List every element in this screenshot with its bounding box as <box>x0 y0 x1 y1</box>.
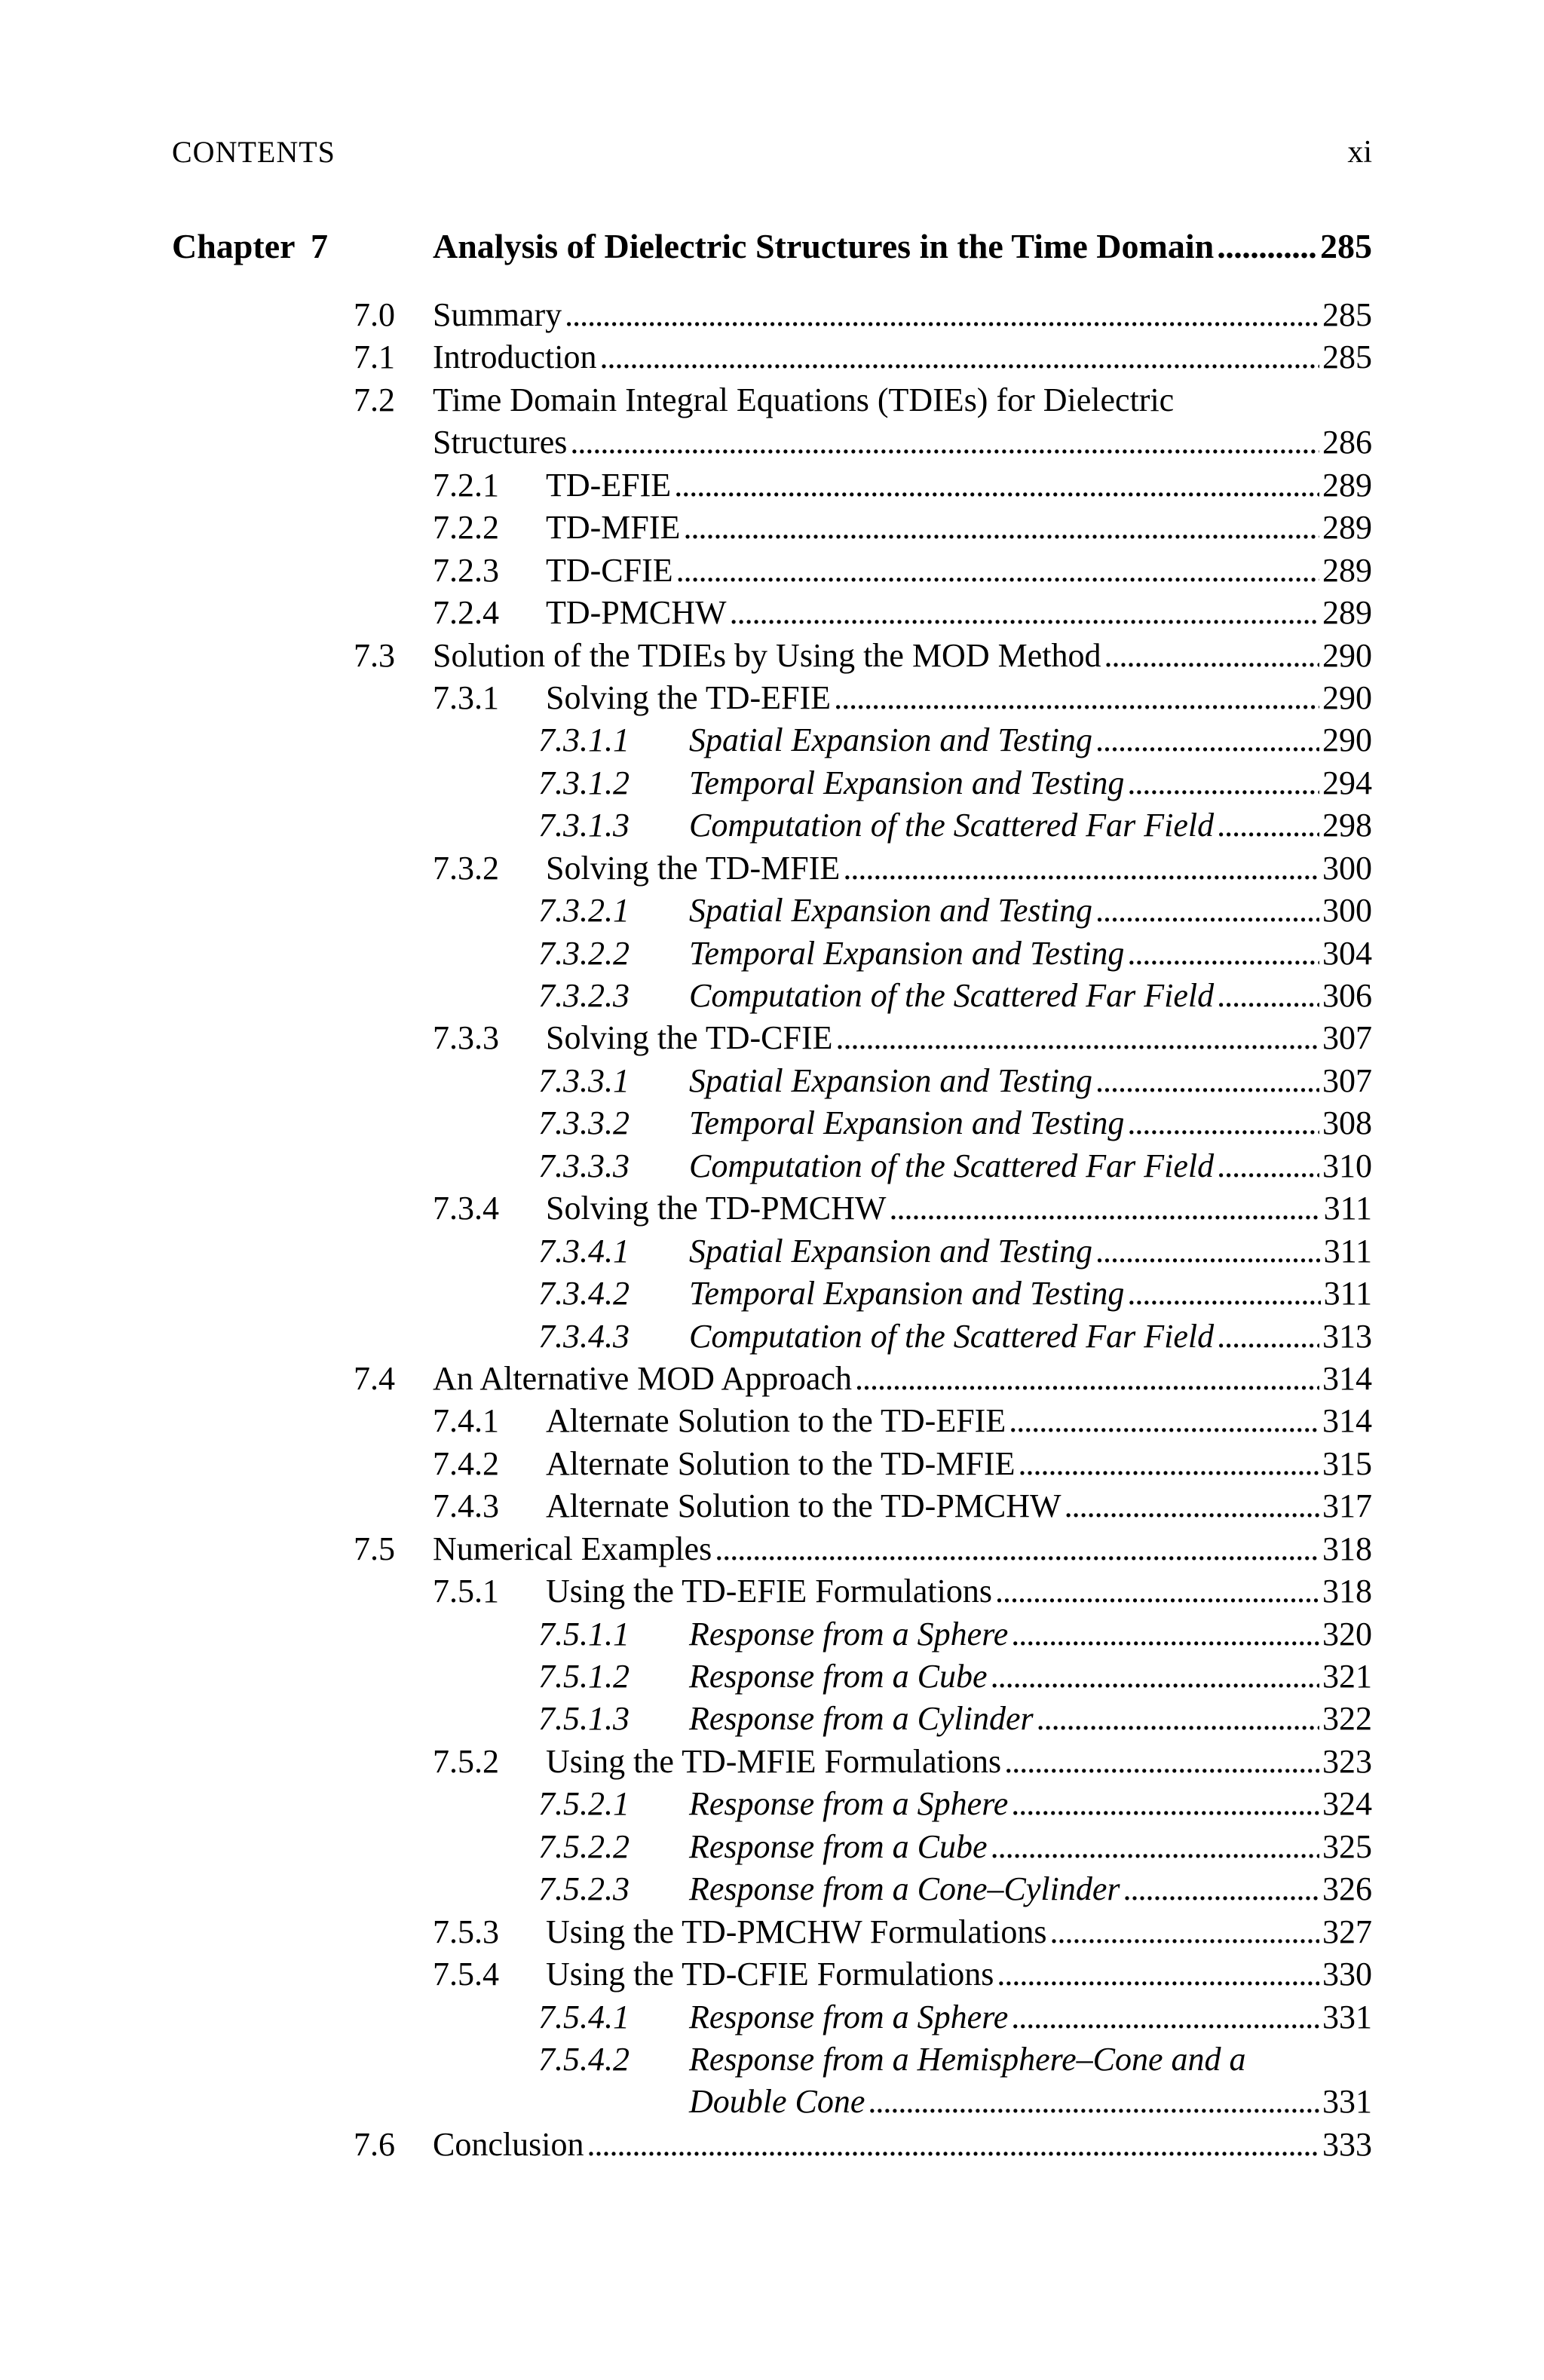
toc-title: Spatial Expansion and Testing <box>689 892 1092 930</box>
toc-title: Response from a Hemisphere–Cone and a <box>689 2040 1246 2078</box>
toc-title: Response from a Sphere <box>689 1785 1009 1823</box>
toc-section-number: 7.3.4 <box>433 1190 499 1227</box>
toc-section-number: 7.5.4.2 <box>538 2040 630 2078</box>
toc-section-number: 7.5 <box>354 1530 395 1567</box>
chapter-number: 7 <box>311 227 328 265</box>
dot-leader <box>1217 804 1319 847</box>
toc-entry <box>0 336 1544 378</box>
toc-entry <box>0 1017 1544 1059</box>
toc-title: Response from a Cone–Cylinder <box>689 1870 1120 1908</box>
toc-section-number: 7.3.3.1 <box>538 1061 630 1099</box>
toc-page-number: 318 <box>1322 1530 1372 1567</box>
toc-entry <box>0 1443 1544 1485</box>
toc-title: Spatial Expansion and Testing <box>689 721 1092 759</box>
toc-title: Response from a Cube <box>689 1827 988 1865</box>
toc-section-number: 7.3.3 <box>433 1019 499 1057</box>
dot-leader <box>1217 226 1317 266</box>
dot-leader <box>1009 1400 1319 1442</box>
toc-page-number: 298 <box>1322 807 1372 844</box>
toc-section-number: 7.3.3.2 <box>538 1104 630 1142</box>
toc-title: TD-EFIE <box>546 466 672 504</box>
toc-page-number: 311 <box>1323 1275 1372 1313</box>
toc-title: Solving the TD-EFIE <box>546 678 832 716</box>
toc-section-number: 7.3 <box>354 636 395 674</box>
toc-section-number: 7.1 <box>354 338 395 376</box>
toc-entry-line <box>433 294 1372 336</box>
dot-leader <box>1127 1102 1319 1144</box>
dot-leader <box>1127 933 1319 975</box>
toc-page-number: 300 <box>1322 849 1372 887</box>
toc-section-number: 7.6 <box>354 2125 395 2163</box>
toc-entry <box>0 933 1544 975</box>
toc-section-number: 7.3.4.1 <box>538 1232 630 1270</box>
toc-entry-line <box>689 975 1372 1017</box>
toc-entry-line <box>689 1613 1372 1656</box>
toc-title: Computation of the Scattered Far Field <box>689 977 1215 1014</box>
toc-page-number: 321 <box>1322 1658 1372 1695</box>
toc-section-number: 7.5.1.3 <box>538 1700 630 1738</box>
toc-entry-line <box>689 1060 1372 1102</box>
running-head <box>172 134 1372 179</box>
toc-page-number: 325 <box>1322 1827 1372 1865</box>
toc-entry <box>0 1060 1544 1102</box>
toc-page-number: 331 <box>1322 1998 1372 2035</box>
dot-leader <box>836 1017 1319 1059</box>
toc-entry <box>0 550 1544 592</box>
dot-leader <box>1004 1741 1319 1783</box>
dot-leader <box>674 464 1319 507</box>
toc-title: TD-PMCHW <box>546 594 727 632</box>
toc-entry <box>0 2038 1544 2081</box>
toc-title: Computation of the Scattered Far Field <box>689 1317 1215 1355</box>
toc-page-number: 322 <box>1322 1700 1372 1738</box>
dot-leader <box>1095 890 1319 932</box>
toc-entry-line <box>689 1316 1372 1358</box>
toc-title: Summary <box>433 296 562 333</box>
toc-title: Using the TD-CFIE Formulations <box>546 1956 994 1993</box>
toc-entry <box>0 1996 1544 2038</box>
toc-title: Numerical Examples <box>433 1530 712 1567</box>
toc-page-number: 327 <box>1322 1913 1372 1950</box>
page-number: xi <box>1347 135 1372 170</box>
toc-title: Alternate Solution to the TD-MFIE <box>546 1444 1016 1482</box>
toc-page-number: 285 <box>1322 338 1372 376</box>
toc-entry-line <box>433 1528 1372 1570</box>
toc-section-number: 7.5.1.2 <box>538 1658 630 1695</box>
dot-leader <box>587 2124 1319 2166</box>
toc-section-number: 7.4.3 <box>433 1487 499 1525</box>
toc-title: Temporal Expansion and Testing <box>689 1275 1125 1313</box>
toc-section-number: 7.4.1 <box>433 1402 499 1440</box>
dot-leader <box>1095 719 1319 761</box>
dot-leader <box>1050 1911 1319 1953</box>
toc-title: Temporal Expansion and Testing <box>689 934 1125 972</box>
chapter-heading <box>172 226 1372 279</box>
toc-section-number: 7.3.4.3 <box>538 1317 630 1355</box>
toc-entry-line <box>689 1783 1372 1825</box>
toc-entry-line <box>546 1953 1372 1996</box>
toc-title: Solving the TD-MFIE <box>546 849 841 887</box>
toc-section-number: 7.3.2 <box>433 849 499 887</box>
toc-entry <box>0 1911 1544 1953</box>
dot-leader <box>1011 1783 1319 1825</box>
toc-entry-line <box>433 1358 1372 1400</box>
toc-title: Structures <box>433 424 568 461</box>
toc-title: Solution of the TDIEs by Using the MOD Method <box>433 636 1101 674</box>
toc-page-number: 306 <box>1322 977 1372 1014</box>
dot-leader <box>1217 1316 1319 1358</box>
toc-entry <box>0 2124 1544 2166</box>
dot-leader <box>1018 1443 1319 1485</box>
toc-section-number: 7.3.2.1 <box>538 892 630 930</box>
toc-page-number: 307 <box>1322 1061 1372 1099</box>
toc-page-number: 289 <box>1322 466 1372 504</box>
toc-section-number: 7.5.2.2 <box>538 1827 630 1865</box>
toc-title: Alternate Solution to the TD-EFIE <box>546 1402 1006 1440</box>
toc-entry <box>0 847 1544 890</box>
toc-entry-line <box>689 804 1372 847</box>
toc-entry <box>0 635 1544 677</box>
toc-entry-line <box>689 2038 1372 2081</box>
toc-title: Time Domain Integral Equations (TDIEs) for Dielectric <box>433 381 1175 418</box>
dot-leader <box>570 421 1319 464</box>
toc-section-number: 7.2 <box>354 381 395 418</box>
toc-entry <box>0 1316 1544 1358</box>
toc-section-number: 7.5.4 <box>433 1956 499 1993</box>
toc-page-number: 285 <box>1322 296 1372 333</box>
toc-entry <box>0 677 1544 719</box>
toc-entry-line <box>546 550 1372 592</box>
toc-entry-line <box>546 1400 1372 1442</box>
toc-title: TD-CFIE <box>546 551 673 589</box>
toc-page-number: 324 <box>1322 1785 1372 1823</box>
toc-entry-line <box>546 1187 1372 1230</box>
toc-entry-line <box>689 1656 1372 1698</box>
toc-title: Conclusion <box>433 2125 584 2163</box>
toc-title: TD-MFIE <box>546 509 681 547</box>
toc-title: Solving the TD-PMCHW <box>546 1190 887 1227</box>
toc-section-number: 7.3.1.2 <box>538 764 630 801</box>
toc-section-number: 7.2.2 <box>433 509 499 547</box>
toc-entry <box>0 1485 1544 1527</box>
toc-entry-line <box>433 336 1372 378</box>
toc-page-number: 317 <box>1322 1487 1372 1525</box>
toc-page-number: 290 <box>1322 636 1372 674</box>
toc-entry <box>0 2081 1544 2123</box>
toc-page-number: 300 <box>1322 892 1372 930</box>
toc-entry-line <box>546 1741 1372 1783</box>
dot-leader <box>843 847 1319 890</box>
toc-entry-line <box>546 1443 1372 1485</box>
chapter-entry <box>433 226 1372 266</box>
toc-page-number: 310 <box>1322 1147 1372 1184</box>
toc-entry-line <box>689 1230 1372 1273</box>
dot-leader <box>676 550 1319 592</box>
toc-title: Response from a Cube <box>689 1658 988 1695</box>
toc-entry <box>0 1656 1544 1698</box>
dot-leader <box>1095 1230 1321 1273</box>
toc-page-number: 311 <box>1323 1190 1372 1227</box>
toc-page-number: 333 <box>1322 2125 1372 2163</box>
toc-entry <box>0 1230 1544 1273</box>
toc-entry-line <box>546 1485 1372 1527</box>
dot-leader <box>855 1358 1319 1400</box>
toc-title: Using the TD-MFIE Formulations <box>546 1742 1002 1780</box>
toc-page-number: 308 <box>1322 1104 1372 1142</box>
dot-leader <box>730 592 1319 634</box>
toc-title: Temporal Expansion and Testing <box>689 764 1125 801</box>
toc-title: Alternate Solution to the TD-PMCHW <box>546 1487 1062 1525</box>
toc-page-number: 313 <box>1322 1317 1372 1355</box>
toc-title: Response from a Sphere <box>689 1998 1009 2035</box>
toc-section-number: 7.0 <box>354 296 395 333</box>
toc-entry-line <box>546 507 1372 549</box>
toc-entry <box>0 1102 1544 1144</box>
dot-leader <box>1217 975 1319 1017</box>
toc-title: Spatial Expansion and Testing <box>689 1061 1092 1099</box>
toc-entry <box>0 1400 1544 1442</box>
toc-section-number: 7.2.4 <box>433 594 499 632</box>
toc-section-number: 7.3.1 <box>433 678 499 716</box>
toc-entry <box>0 1145 1544 1187</box>
toc-section-number: 7.3.4.2 <box>538 1275 630 1313</box>
toc-entry <box>0 294 1544 336</box>
toc-entry <box>0 890 1544 932</box>
toc-entry <box>0 762 1544 804</box>
toc-entry-line <box>433 379 1372 421</box>
toc-section-number: 7.5.2.3 <box>538 1870 630 1908</box>
toc-page-number: 330 <box>1322 1956 1372 1993</box>
dot-leader <box>565 294 1319 336</box>
toc-entry-line <box>689 1273 1372 1315</box>
toc-section-number: 7.2.3 <box>433 551 499 589</box>
toc-entry-line <box>546 464 1372 507</box>
toc-entry-line <box>689 1996 1372 2038</box>
toc-title: Spatial Expansion and Testing <box>689 1232 1092 1270</box>
toc-page-number: 307 <box>1322 1019 1372 1057</box>
toc-section-number: 7.4.2 <box>433 1444 499 1482</box>
toc-entry-line <box>546 1570 1372 1613</box>
toc-entry <box>0 1868 1544 1910</box>
dot-leader <box>995 1570 1319 1613</box>
toc-entry <box>0 507 1544 549</box>
toc-section-number: 7.3.3.3 <box>538 1147 630 1184</box>
toc-title: Response from a Sphere <box>689 1615 1009 1653</box>
dot-leader <box>1104 635 1320 677</box>
toc-entry-line <box>546 677 1372 719</box>
toc-title: Computation of the Scattered Far Field <box>689 1147 1215 1184</box>
toc-page-number: 290 <box>1322 678 1372 716</box>
dot-leader <box>997 1953 1319 1996</box>
toc-entry <box>0 464 1544 507</box>
toc-entry <box>0 421 1544 464</box>
toc-entry <box>0 1570 1544 1613</box>
toc-entry-line <box>689 890 1372 932</box>
toc-title: Introduction <box>433 338 597 376</box>
dot-leader <box>868 2081 1319 2123</box>
toc-section-number: 7.3.2.3 <box>538 977 630 1014</box>
toc-entry-line <box>689 933 1372 975</box>
toc-page-number: 318 <box>1322 1573 1372 1610</box>
chapter-title: Analysis of Dielectric Structures in the Time Domain <box>433 227 1215 265</box>
toc-entry-line <box>433 2124 1372 2166</box>
toc-entry-line <box>546 1017 1372 1059</box>
chapter-page: 285 <box>1320 227 1372 265</box>
toc-section-number: 7.5.2 <box>433 1742 499 1780</box>
toc-entry-line <box>689 1102 1372 1144</box>
dot-leader <box>1011 1996 1319 2038</box>
toc-entry-line <box>546 847 1372 890</box>
toc-entry <box>0 719 1544 761</box>
toc-entry <box>0 1741 1544 1783</box>
dot-leader <box>1011 1613 1319 1656</box>
toc-entry <box>0 1187 1544 1230</box>
toc-page-number: 320 <box>1322 1615 1372 1653</box>
toc-page-number: 311 <box>1323 1232 1372 1270</box>
toc-entry <box>0 1783 1544 1825</box>
dot-leader <box>600 336 1319 378</box>
toc-page-number: 315 <box>1322 1444 1372 1482</box>
toc-page-number: 294 <box>1322 764 1372 801</box>
toc-entry <box>0 1273 1544 1315</box>
toc-entry <box>0 592 1544 634</box>
dot-leader <box>715 1528 1319 1570</box>
toc-section-number: 7.3.2.2 <box>538 934 630 972</box>
toc-page-number: 314 <box>1322 1402 1372 1440</box>
toc-page-number: 314 <box>1322 1359 1372 1397</box>
toc-section-number: 7.4 <box>354 1359 395 1397</box>
table-of-contents <box>0 294 1544 2166</box>
toc-entry <box>0 1826 1544 1868</box>
toc-entry <box>0 1953 1544 1996</box>
toc-title: Computation of the Scattered Far Field <box>689 807 1215 844</box>
toc-entry-line <box>689 1826 1372 1868</box>
toc-entry <box>0 1698 1544 1740</box>
toc-section-number: 7.3.1.1 <box>538 721 630 759</box>
toc-entry-line <box>546 592 1372 634</box>
dot-leader <box>1095 1060 1319 1102</box>
toc-entry <box>0 804 1544 847</box>
toc-page-number: 326 <box>1322 1870 1372 1908</box>
toc-entry-line <box>689 1868 1372 1910</box>
toc-section-number: 7.5.3 <box>433 1913 499 1950</box>
chapter-label: Chapter <box>172 227 296 265</box>
toc-entry <box>0 1613 1544 1656</box>
toc-entry-line <box>689 1698 1372 1740</box>
toc-entry-line <box>689 719 1372 761</box>
toc-section-number: 7.5.1.1 <box>538 1615 630 1653</box>
toc-entry-line <box>433 421 1372 464</box>
toc-title: Response from a Cylinder <box>689 1700 1034 1738</box>
toc-page-number: 290 <box>1322 721 1372 759</box>
dot-leader <box>1127 762 1319 804</box>
toc-entry-line <box>546 1911 1372 1953</box>
toc-page-number: 331 <box>1322 2083 1372 2121</box>
dot-leader <box>889 1187 1320 1230</box>
toc-page-number: 289 <box>1322 594 1372 632</box>
dot-leader <box>1217 1145 1319 1187</box>
toc-page-number: 289 <box>1322 509 1372 547</box>
toc-section-number: 7.5.1 <box>433 1573 499 1610</box>
toc-entry-line <box>689 1145 1372 1187</box>
toc-entry <box>0 1528 1544 1570</box>
toc-entry-line <box>689 2081 1372 2123</box>
dot-leader <box>1065 1485 1319 1527</box>
toc-page-number: 323 <box>1322 1742 1372 1780</box>
toc-section-number: 7.2.1 <box>433 466 499 504</box>
toc-entry <box>0 975 1544 1017</box>
toc-title: Using the TD-PMCHW Formulations <box>546 1913 1047 1950</box>
toc-title: An Alternative MOD Approach <box>433 1359 852 1397</box>
toc-page-number: 289 <box>1322 551 1372 589</box>
dot-leader <box>1127 1273 1320 1315</box>
dot-leader <box>991 1826 1319 1868</box>
running-head-title: CONTENTS <box>172 135 335 169</box>
toc-entry <box>0 379 1544 421</box>
dot-leader <box>1123 1868 1319 1910</box>
toc-section-number: 7.5.2.1 <box>538 1785 630 1823</box>
toc-page-number: 286 <box>1322 424 1372 461</box>
toc-title: Solving the TD-CFIE <box>546 1019 833 1057</box>
dot-leader <box>834 677 1319 719</box>
dot-leader <box>1037 1698 1319 1740</box>
toc-entry <box>0 1358 1544 1400</box>
dot-leader <box>991 1656 1319 1698</box>
toc-title: Using the TD-EFIE Formulations <box>546 1573 992 1610</box>
toc-entry-line <box>689 762 1372 804</box>
toc-section-number: 7.5.4.1 <box>538 1998 630 2035</box>
toc-title: Double Cone <box>689 2083 865 2121</box>
dot-leader <box>683 507 1319 549</box>
toc-title: Temporal Expansion and Testing <box>689 1104 1125 1142</box>
toc-section-number: 7.3.1.3 <box>538 807 630 844</box>
toc-page-number: 304 <box>1322 934 1372 972</box>
toc-entry-line <box>433 635 1372 677</box>
